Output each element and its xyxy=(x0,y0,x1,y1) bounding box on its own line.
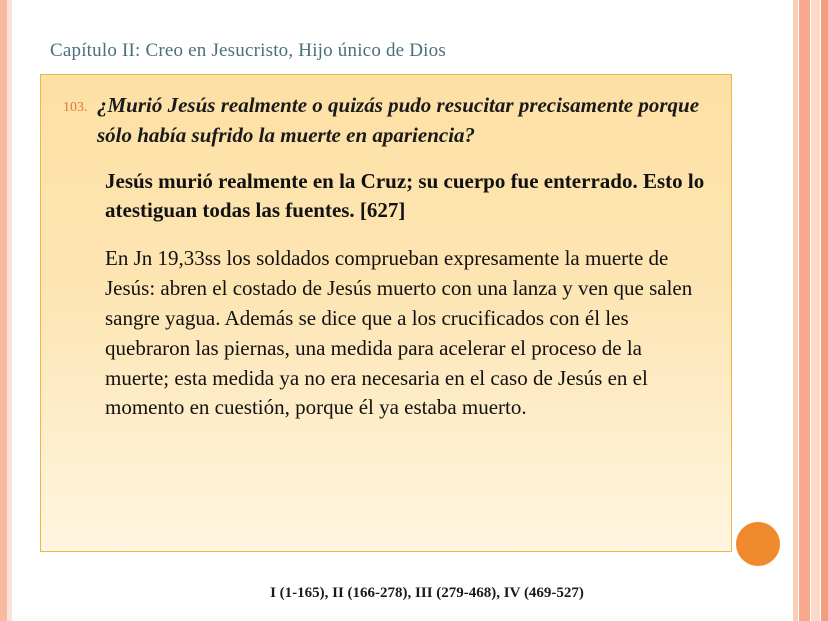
question-block xyxy=(63,91,709,151)
left-stripe-inner xyxy=(7,0,12,621)
content-panel xyxy=(40,74,732,552)
question-number: 103. xyxy=(63,100,88,115)
left-stripe-outer xyxy=(0,0,7,621)
footer-reference: I (1-165), II (166-278), III (279-468), IV (469-527) xyxy=(270,585,584,601)
chapter-title: Capítulo II: Creo en Jesucristo, Hijo único de Dios xyxy=(50,40,446,61)
answer-explanation: En Jn 19,33ss los soldados comprueban expresamente la muerte de Jesús: abren el costado de Jesús muerto con una lanza y ven que salen sangre yagua. Además se dice que a los crucificados con él les quebraron las piernas, una medida para acelerar el proceso de la muerte; esta medida ya no era necesaria en el caso de Jesús en el momento en cuestión, porque él ya estaba muerto. xyxy=(105,246,693,420)
right-stripe-mid xyxy=(799,0,810,621)
right-stripe-outer xyxy=(821,0,828,621)
right-stripe-light xyxy=(811,0,820,621)
right-stripe-inner xyxy=(793,0,798,621)
question-text: ¿Murió Jesús realmente o quizás pudo resucitar precisamente porque sólo había sufrido la muerte en apariencia? xyxy=(97,93,700,147)
orange-circle-decoration xyxy=(736,522,780,566)
answer-summary: Jesús murió realmente en la Cruz; su cuerpo fue enterrado. Esto lo atestiguan todas las fuentes. [627] xyxy=(105,168,705,223)
